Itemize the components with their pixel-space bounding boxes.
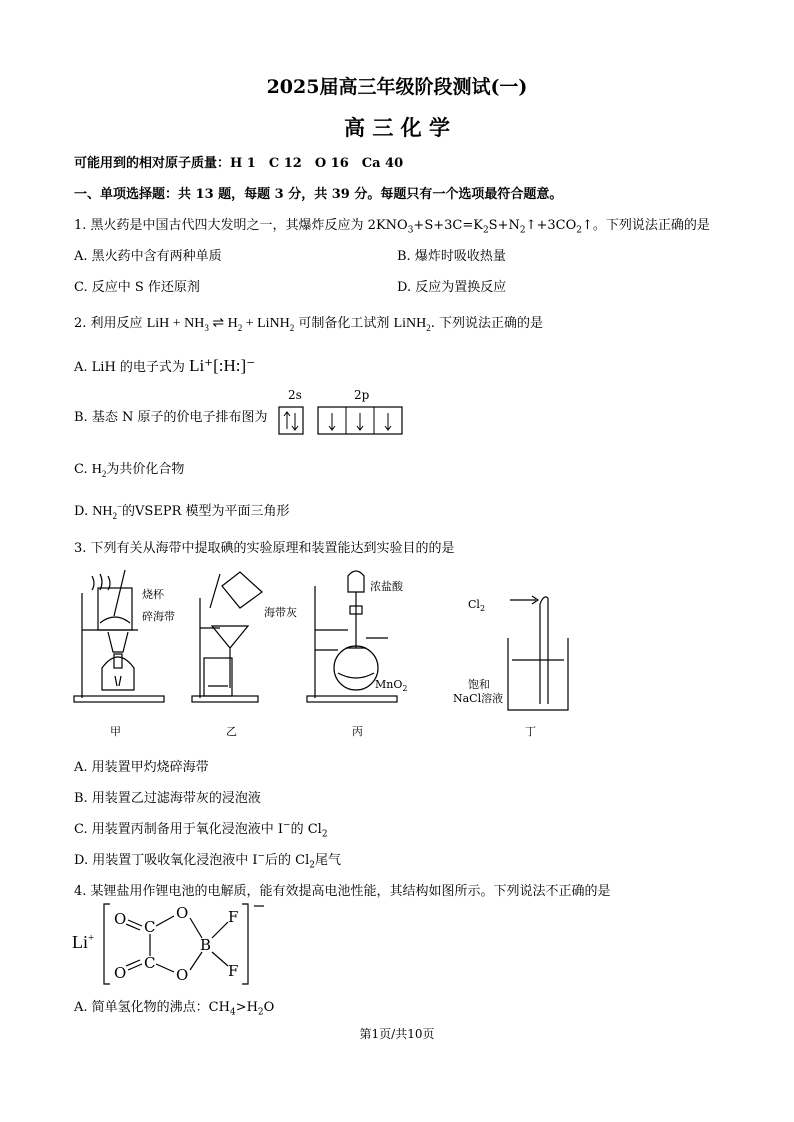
exam-title: 2025届高三年级阶段测试(一)	[266, 76, 528, 98]
fig-caption-b: 乙	[226, 725, 237, 738]
fig-caption-a: 甲	[110, 725, 121, 738]
lithium-cation: Li+	[72, 932, 95, 952]
q1-option-c: C. 反应中 S 作还原剂	[74, 280, 200, 295]
fig-caption-c: 丙	[352, 725, 363, 738]
fig-label-beaker: 烧杯	[142, 588, 164, 601]
q2-stem: 2. 利用反应 LiH + $NH_3$ ⇌ $H_2$ + LiNH$_2$ 可制备化工试剂 LiNH$_2$. 下列说法正确的是	[74, 316, 543, 333]
fig-label-mno2: MnO$_2$	[375, 678, 408, 693]
subject-title: 高 三 化 学	[344, 115, 450, 140]
fig-label-cl2: $Cl_2$	[468, 598, 486, 613]
lithium-salt-structure	[100, 900, 270, 990]
q1-option-a: A. 黑火药中含有两种单质	[74, 249, 222, 264]
svg-text:B: B	[200, 936, 212, 954]
svg-text:O: O	[176, 904, 189, 922]
svg-text:F: F	[228, 908, 239, 926]
orbital-2s-label: 2s	[288, 388, 302, 402]
q3-stem: 3. 下列有关从海带中提取碘的实验原理和装置能达到实验目的的是	[74, 541, 455, 556]
q3-option-d: D. 用装置丁吸收氧化浸泡液中 I−后的 $Cl_2$尾气	[74, 851, 342, 871]
fig-label-ash: 海带灰	[264, 606, 297, 619]
svg-text:F: F	[228, 962, 239, 980]
svg-text:O: O	[176, 966, 189, 984]
orbital-diagram	[278, 405, 408, 437]
svg-text:O: O	[114, 964, 127, 982]
fig-label-seaweed: 碎海带	[142, 610, 175, 623]
orbital-2p-label: 2p	[354, 388, 370, 402]
q1-stem: 1. 黑火药是中国古代四大发明之一，其爆炸反应为 $2KNO_3+S+3C=K_2S+N_2↑+3CO_2↑$。下列说法正确的是	[74, 218, 710, 236]
q4-option-a: A. 简单氢化物的沸点：$CH_4>H_2O$	[74, 1000, 275, 1018]
q4-stem: 4. 某锂盐用作锂电池的电解质，能有效提高电池性能，其结构如图所示。下列说法不正确的是	[74, 884, 611, 899]
atomic-masses: 可能用到的相对原子质量：H 1 C 12 O 16 Ca 40	[74, 156, 404, 171]
section-heading: 一、单项选择题：共 13 题，每题 3 分，共 39 分。每题只有一个选项最符合题意。	[74, 187, 563, 202]
q2-option-a: A. LiH 的电子式为 Li⁺[:H:]⁻	[74, 356, 256, 375]
page-footer: 第1页/共10页	[359, 1027, 435, 1041]
q1-option-d: D. 反应为置换反应	[397, 280, 507, 295]
q2-option-b: B. 基态 N 原子的价电子排布图为	[74, 410, 268, 425]
lih-electron-formula: Li⁺[:H:]⁻	[189, 356, 256, 375]
q3-option-c: C. 用装置丙制备用于氧化浸泡液中 I−的 $Cl_2$	[74, 820, 328, 840]
svg-text:C: C	[144, 918, 156, 936]
fig-caption-d: 丁	[525, 725, 536, 738]
svg-text:O: O	[114, 910, 127, 928]
q3-option-b: B. 用装置乙过滤海带灰的浸泡液	[74, 791, 261, 806]
fig-label-hcl: 浓盐酸	[370, 580, 403, 593]
apparatus-figure	[70, 568, 590, 743]
q1-option-b: B. 爆炸时吸收热量	[397, 249, 506, 264]
q2-option-c: C. $H_2$为共价化合物	[74, 462, 185, 479]
fig-label-saturated: 饱和	[468, 678, 490, 691]
q2-option-d: D. $NH_2^-$的VSEPR 模型为平面三角形	[74, 501, 290, 521]
fig-label-nacl: NaCl溶液	[453, 692, 504, 705]
q3-option-a: A. 用装置甲灼烧碎海带	[74, 760, 209, 775]
svg-text:C: C	[144, 954, 156, 972]
